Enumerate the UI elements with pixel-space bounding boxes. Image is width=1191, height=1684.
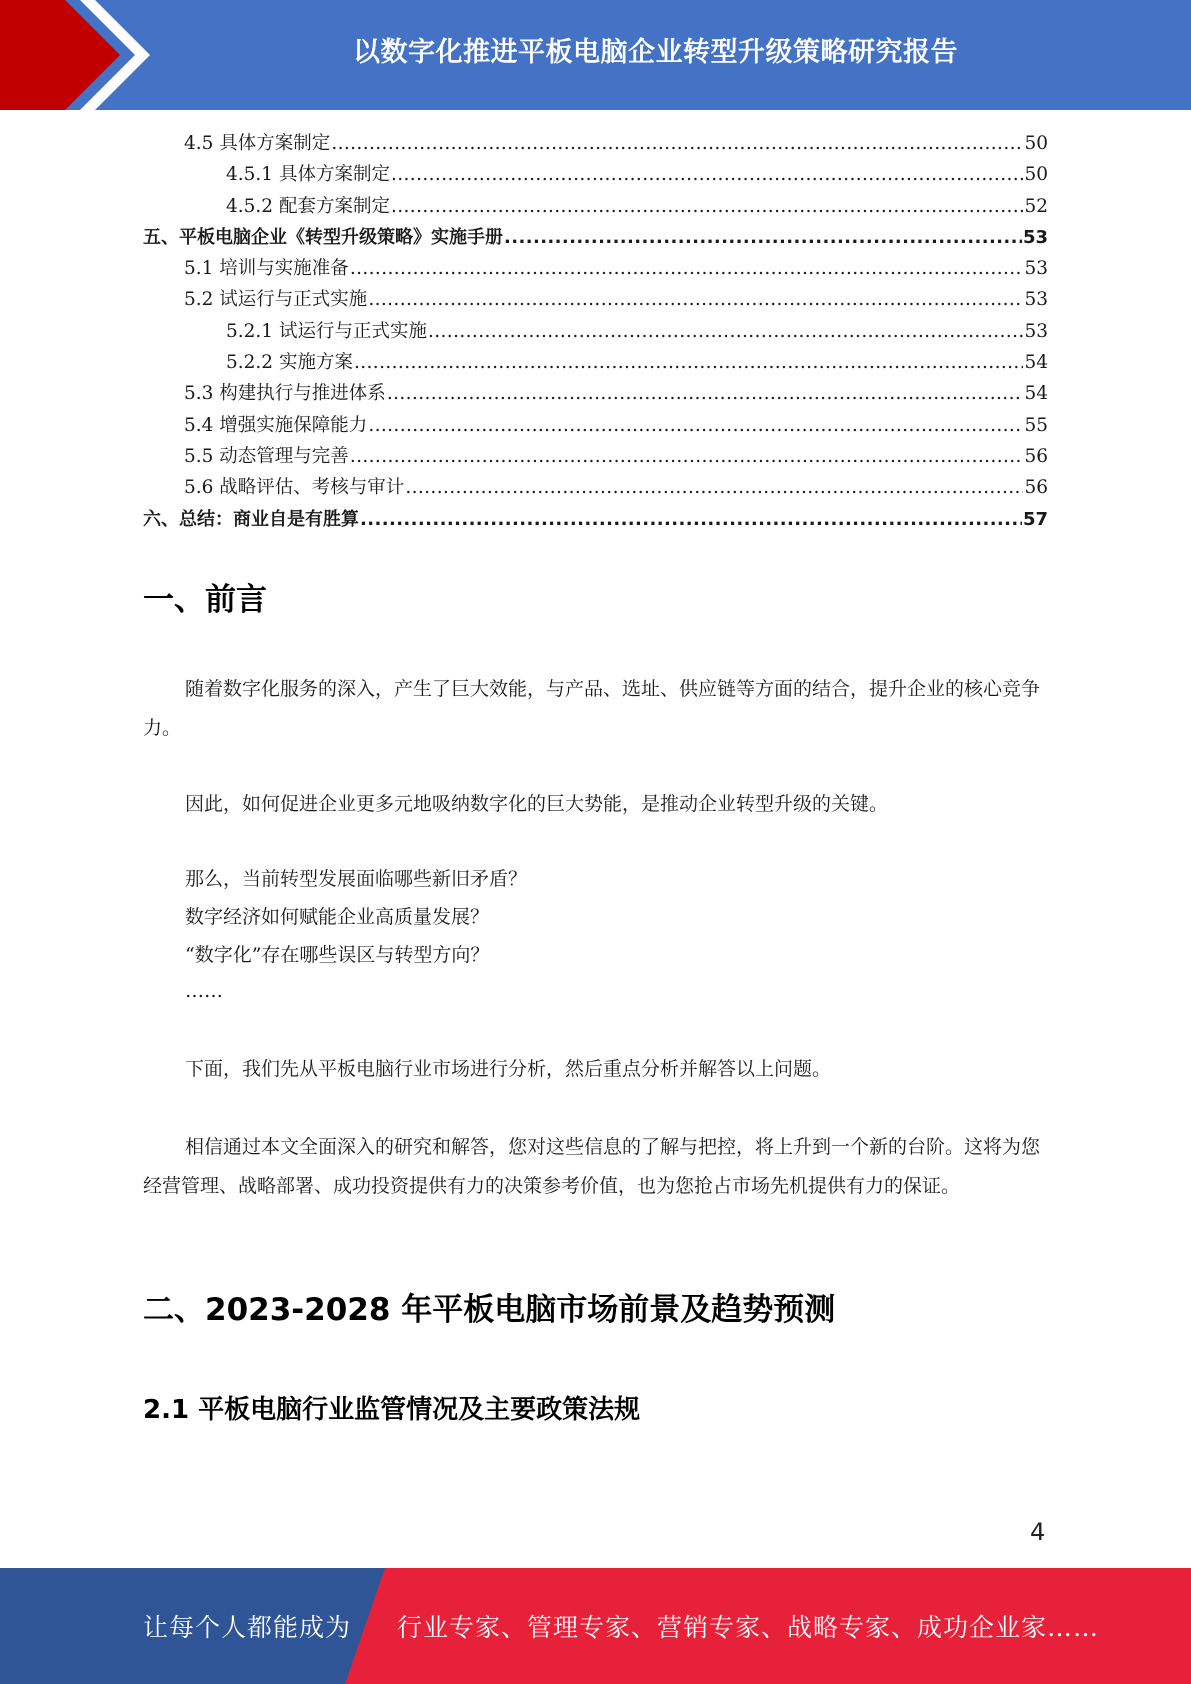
toc-entry[interactable]: [143, 410, 1048, 441]
toc-leader-dots: [350, 253, 1024, 284]
toc-entry-page: 55: [1024, 414, 1048, 436]
toc-leader-dots: [331, 128, 1023, 159]
toc-entry[interactable]: [143, 222, 1048, 253]
toc-entry-title: 4.5.1 具体方案制定: [226, 164, 390, 186]
paragraph: 相信通过本文全面深入的研究和解答，您对这些信息的了解与把控，将上升到一个新的台阶。这将为您经营管理、战略部署、成功投资提供有力的决策参考价值，也为您抢占市场先机提供有力的保证。: [143, 1136, 1041, 1197]
header-title: 以数字化推进平板电脑企业转型升级策略研究报告: [353, 37, 958, 68]
toc-entry-page: 53: [1024, 258, 1048, 280]
toc-entry-page: 53: [1022, 226, 1048, 248]
toc-entry-title: 5.5 动态管理与完善: [184, 445, 349, 467]
toc-entry[interactable]: [143, 504, 1048, 535]
toc-entry-page: 53: [1024, 320, 1048, 342]
paragraph: 下面，我们先从平板电脑行业市场进行分析，然后重点分析并解答以上问题。: [185, 1058, 832, 1080]
toc-leader-dots: [504, 222, 1022, 253]
toc-leader-dots: [428, 316, 1023, 347]
toc-entry-title: 5.2.2 实施方案: [226, 352, 353, 374]
page-footer: [0, 1568, 1191, 1684]
toc-entry[interactable]: [143, 347, 1048, 378]
toc-entry-page: 54: [1024, 383, 1048, 405]
toc-entry-page: 50: [1024, 164, 1048, 186]
page-header: [0, 0, 1191, 110]
toc-entry[interactable]: [143, 441, 1048, 472]
toc-entry-page: 53: [1024, 289, 1048, 311]
toc-leader-dots: [391, 191, 1023, 222]
toc-entry-title: 5.3 构建执行与推进体系: [184, 383, 386, 405]
section-heading-market-forecast: 二、2023-2028 年平板电脑市场前景及趋势预测: [143, 1292, 836, 1328]
toc-entry-title: 4.5.2 配套方案制定: [226, 195, 390, 217]
toc-entry-title: 4.5 具体方案制定: [184, 133, 331, 154]
toc-entry-page: 56: [1024, 477, 1048, 499]
toc-entry[interactable]: [143, 128, 1048, 159]
toc-leader-dots: [391, 159, 1023, 190]
ellipsis-line: ……: [185, 980, 223, 1002]
toc-leader-dots: [350, 441, 1024, 472]
question-line: 那么，当前转型发展面临哪些新旧矛盾？: [185, 868, 528, 890]
toc-leader-dots: [368, 410, 1023, 441]
toc-entry[interactable]: [143, 284, 1048, 315]
toc-entry-page: 56: [1024, 445, 1048, 467]
toc-leader-dots: [354, 347, 1024, 378]
question-line: “数字化”存在哪些误区与转型方向？: [185, 944, 490, 966]
header-arrow-graphic: [0, 0, 160, 110]
toc-entry-page: 54: [1024, 352, 1048, 374]
footer-slogan-left: 让每个人都能成为: [143, 1613, 352, 1642]
toc-entry-title: 5.4 增强实施保障能力: [184, 414, 368, 436]
question-line: 数字经济如何赋能企业高质量发展？: [185, 906, 490, 928]
toc-entry-page: 52: [1024, 195, 1048, 217]
footer-slogan-right: 行业专家、管理专家、营销专家、战略专家、成功企业家……: [397, 1613, 1100, 1642]
toc-entry-title: 5.1 培训与实施准备: [184, 258, 349, 280]
paragraph: 因此，如何促进企业更多元地吸纳数字化的巨大势能，是推动企业转型升级的关键。: [185, 793, 889, 815]
paragraph: 随着数字化服务的深入，产生了巨大效能，与产品、选址、供应链等方面的结合，提升企业的核心竞争力。: [143, 678, 1041, 739]
toc-leader-dots: [368, 284, 1023, 315]
toc-entry[interactable]: [143, 378, 1048, 409]
toc-entry[interactable]: [143, 191, 1048, 222]
toc-entry-page: 50: [1024, 133, 1048, 154]
toc-leader-dots: [405, 472, 1023, 503]
toc-entry-page: 57: [1022, 508, 1048, 530]
toc-entry[interactable]: [143, 316, 1048, 347]
toc-entry-title: 5.2.1 试运行与正式实施: [226, 320, 427, 342]
toc-entry-title: 五、平板电脑企业《转型升级策略》实施手册: [143, 226, 503, 248]
toc-entry[interactable]: [143, 472, 1048, 503]
section-heading-preface: 一、前言: [143, 582, 267, 618]
toc-entry-title: 5.2 试运行与正式实施: [184, 289, 368, 311]
toc-entry-title: 5.6 战略评估、考核与审计: [184, 477, 405, 499]
toc-leader-dots: [360, 504, 1022, 535]
toc-leader-dots: [387, 378, 1024, 409]
toc-entry[interactable]: [143, 159, 1048, 190]
table-of-contents: [143, 128, 1048, 535]
page-number: 4: [1030, 1518, 1046, 1546]
toc-entry[interactable]: [143, 253, 1048, 284]
toc-entry-title: 六、总结：商业自是有胜算: [143, 508, 359, 530]
subsection-heading-regulation: 2.1 平板电脑行业监管情况及主要政策法规: [143, 1395, 641, 1425]
